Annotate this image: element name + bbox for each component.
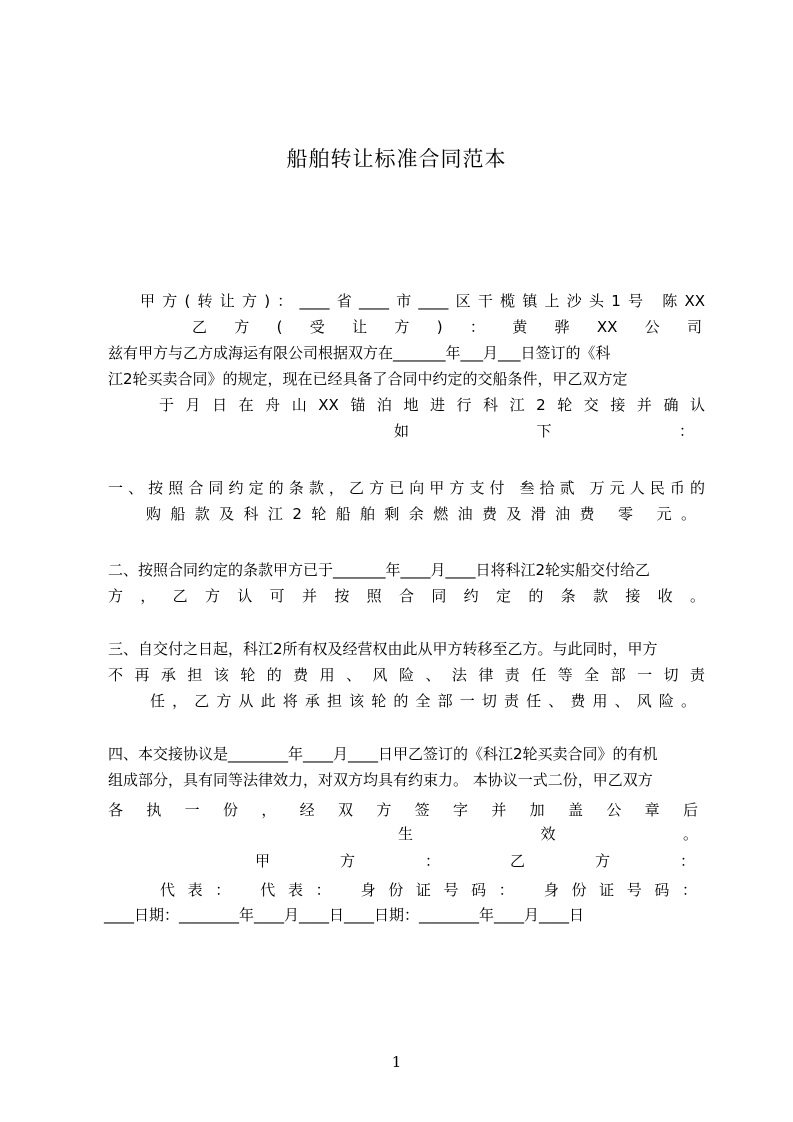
document-title: 船舶转让标准合同范本 bbox=[286, 147, 507, 171]
section-1-line-1: 一、按照合同约定的条款，乙方已向甲方支付 叁拾贰 万元人民币的 bbox=[108, 479, 705, 497]
section-3-line-2: 不再承担该轮的费用、风险、法律责任等全部一切责 bbox=[108, 666, 705, 684]
section-2-line-2: 方，乙方认可并按照合同约定的条款接收。 bbox=[108, 587, 705, 605]
party-b-line: 乙方(受让方)：黄骅XX公司 bbox=[192, 318, 702, 336]
section-3-line-1: 三、自交付之日起，科江2所有权及经营权由此从甲方转移至乙方。与此同时，甲方 bbox=[108, 640, 658, 658]
section-3-line-3: 任，乙方从此将承担该轮的全部一切责任、费用、风险。 bbox=[150, 692, 696, 710]
section-2-line-1: 二、按照合同约定的条款甲方已于_______年____月____日将科江2轮实船交付给乙 bbox=[108, 561, 651, 579]
page-number: 1 bbox=[391, 1053, 402, 1071]
party-a-line: 甲方(转让方)：____省____市____区干榄镇上沙头1号 陈XX bbox=[140, 292, 705, 310]
signature-representatives: 代表： 代表： 身份证号码： 身份证号码： bbox=[160, 881, 697, 899]
section-4-line-4: 生效。 bbox=[398, 825, 698, 843]
section-4-line-3: 各执一份，经双方签字并加盖公章后 bbox=[108, 801, 698, 819]
intro-line-2: 江2轮买卖合同》的规定，现在已经具备了合同中约定的交船条件，甲乙双方定 bbox=[108, 370, 628, 388]
section-1-line-2: 购船款及科江2轮船舶剩余燃油费及滑油费 零 元。 bbox=[146, 505, 696, 523]
section-4-line-2: 组成部分，具有同等法律效力，对双方均具有约束力。 本协议一式二份，甲乙双方 bbox=[108, 771, 653, 789]
signature-dates: ____日期：________年____月____日____日期：________年____月____日 bbox=[104, 906, 585, 924]
intro-line-1: 兹有甲方与乙方成海运有限公司根据双方在_______年___月___日签订的《科 bbox=[108, 344, 611, 362]
intro-line-4: 如下： bbox=[394, 422, 694, 440]
section-4-line-1: 四、本交接协议是________年____月____日甲乙签订的《科江2轮买卖合同》的有机 bbox=[108, 745, 658, 763]
intro-line-3: 于月日在舟山XX锚泊地进行科江2轮交接并确认 bbox=[159, 396, 705, 414]
signature-parties: 甲方：乙方： bbox=[255, 852, 695, 870]
